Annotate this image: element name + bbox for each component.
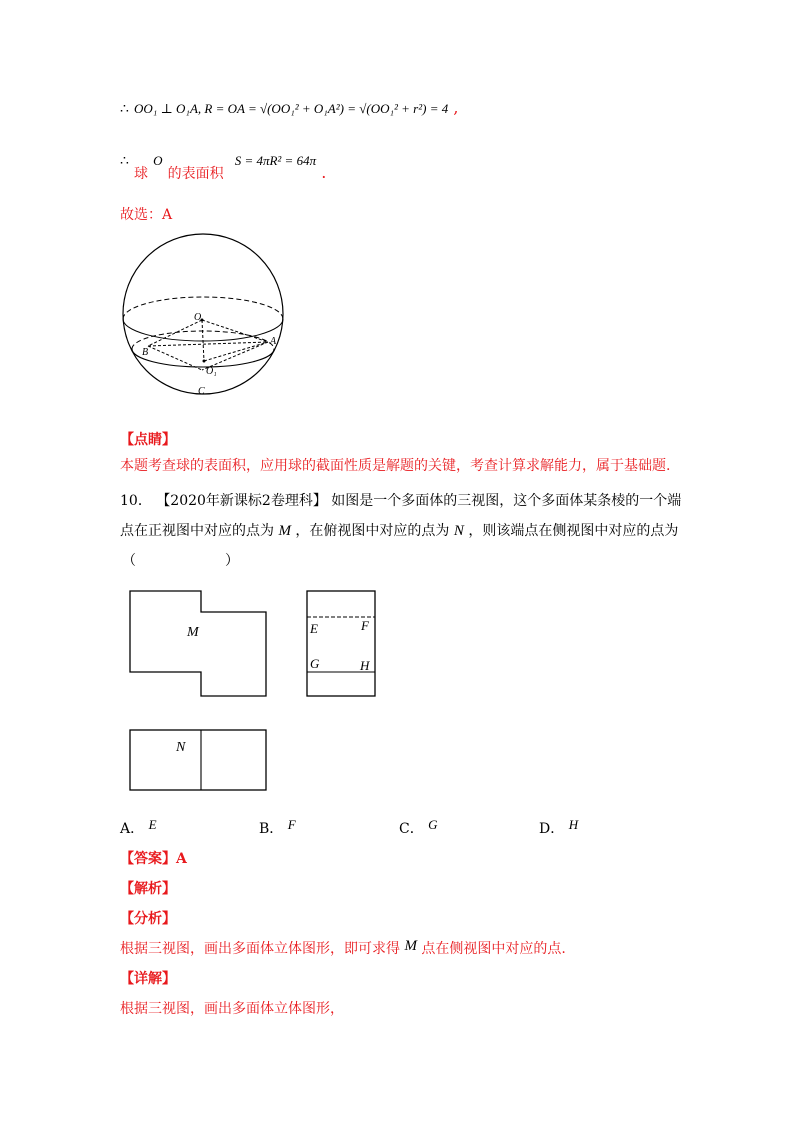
side-view-label-e: E xyxy=(310,621,318,636)
option-c-value: G xyxy=(428,817,438,832)
label-a: A xyxy=(270,336,277,347)
option-d[interactable] xyxy=(539,818,578,838)
fenxi-text-a: 根据三视图，画出多面体立体图形，即可求得 xyxy=(120,941,400,957)
question-10-line-1 xyxy=(120,490,681,510)
segment-oa xyxy=(202,320,268,342)
point-m-symbol: M xyxy=(278,523,291,539)
section-front xyxy=(132,349,274,367)
question-source: 【2020年新课标2卷理科】 xyxy=(156,493,327,509)
option-b[interactable] xyxy=(259,818,296,838)
option-c-key: C． xyxy=(399,821,424,837)
therefore-symbol: ∴ xyxy=(120,154,129,169)
front-view-outline xyxy=(130,591,266,696)
surface-area-word: 的表面积 xyxy=(167,166,224,182)
surface-area-formula: S = 4πR² = 64π xyxy=(234,153,317,168)
front-view-label-m: M xyxy=(187,625,199,640)
side-view-label-f: F xyxy=(361,618,369,633)
top-view-label-n: N xyxy=(176,740,186,755)
answer-blank: （ ） xyxy=(122,553,240,569)
radius-formula: OO₁ ⊥ O₁A, R = OA = √(OO₁² + O₁A²) = √(OO₁² + r²) = 4 xyxy=(134,101,449,116)
formula-comma: , xyxy=(453,98,459,117)
fenxi-text xyxy=(120,938,566,958)
side-view-label-g: G xyxy=(310,656,320,671)
option-a-value: E xyxy=(148,817,157,832)
option-a-key: A． xyxy=(120,821,145,837)
center-o: O xyxy=(153,153,163,168)
option-b-value: F xyxy=(287,817,296,832)
detail-text: 根据三视图，画出多面体立体图形， xyxy=(120,1001,344,1017)
fenxi-text-b: 点在侧视图中对应的点. xyxy=(421,941,566,957)
formula-line-1 xyxy=(120,98,458,118)
therefore-symbol: ∴ xyxy=(120,102,129,117)
segment-bc xyxy=(148,346,202,370)
equator-back xyxy=(123,297,283,319)
option-c[interactable] xyxy=(399,818,438,838)
analysis-tag: 【解析】 xyxy=(120,881,176,897)
segment-o1a xyxy=(204,342,268,361)
option-d-value: H xyxy=(568,817,579,832)
option-a[interactable] xyxy=(120,818,157,838)
point-n-symbol: N xyxy=(453,523,464,539)
segment-ab xyxy=(148,342,268,346)
ball-word: 球 xyxy=(134,166,149,182)
option-d-key: D． xyxy=(539,821,565,837)
option-b-key: B． xyxy=(259,821,284,837)
label-o: O xyxy=(194,312,202,323)
label-o1: O₁ xyxy=(206,366,217,377)
question-text-2c: ，则该端点在侧视图中对应的点为 xyxy=(468,523,679,539)
label-b: B xyxy=(142,347,149,358)
fenxi-m-symbol: M xyxy=(404,938,417,954)
fenxi-tag: 【分析】 xyxy=(120,911,176,927)
question-text-2a: 点在正视图中对应的点为 xyxy=(120,523,274,539)
question-text-2b: ，在俯视图中对应的点为 xyxy=(295,523,450,539)
side-view-outline xyxy=(307,591,375,696)
point-o1 xyxy=(203,360,206,363)
answer-line: 【答案】A xyxy=(120,851,187,867)
top-view-outline xyxy=(130,730,266,790)
detail-tag: 【详解】 xyxy=(120,971,176,987)
sphere-figure xyxy=(118,234,298,399)
label-c: C xyxy=(198,386,205,397)
choice-line: 故选：A xyxy=(120,207,173,223)
formula-line-2 xyxy=(120,153,327,182)
period: . xyxy=(321,163,327,182)
comment-tag: 【点睛】 xyxy=(120,432,176,448)
segment-ob xyxy=(148,320,202,346)
question-number: 10． xyxy=(120,493,152,509)
question-10-line-2 xyxy=(120,520,678,540)
comment-text: 本题考查球的表面积，应用球的截面性质是解题的关键，考查计算求解能力，属于基础题. xyxy=(120,458,671,474)
side-view-label-h: H xyxy=(360,658,370,673)
three-views-figure xyxy=(128,589,388,799)
question-text-1: 如图是一个多面体的三视图，这个多面体某条棱的一个端 xyxy=(331,493,682,509)
